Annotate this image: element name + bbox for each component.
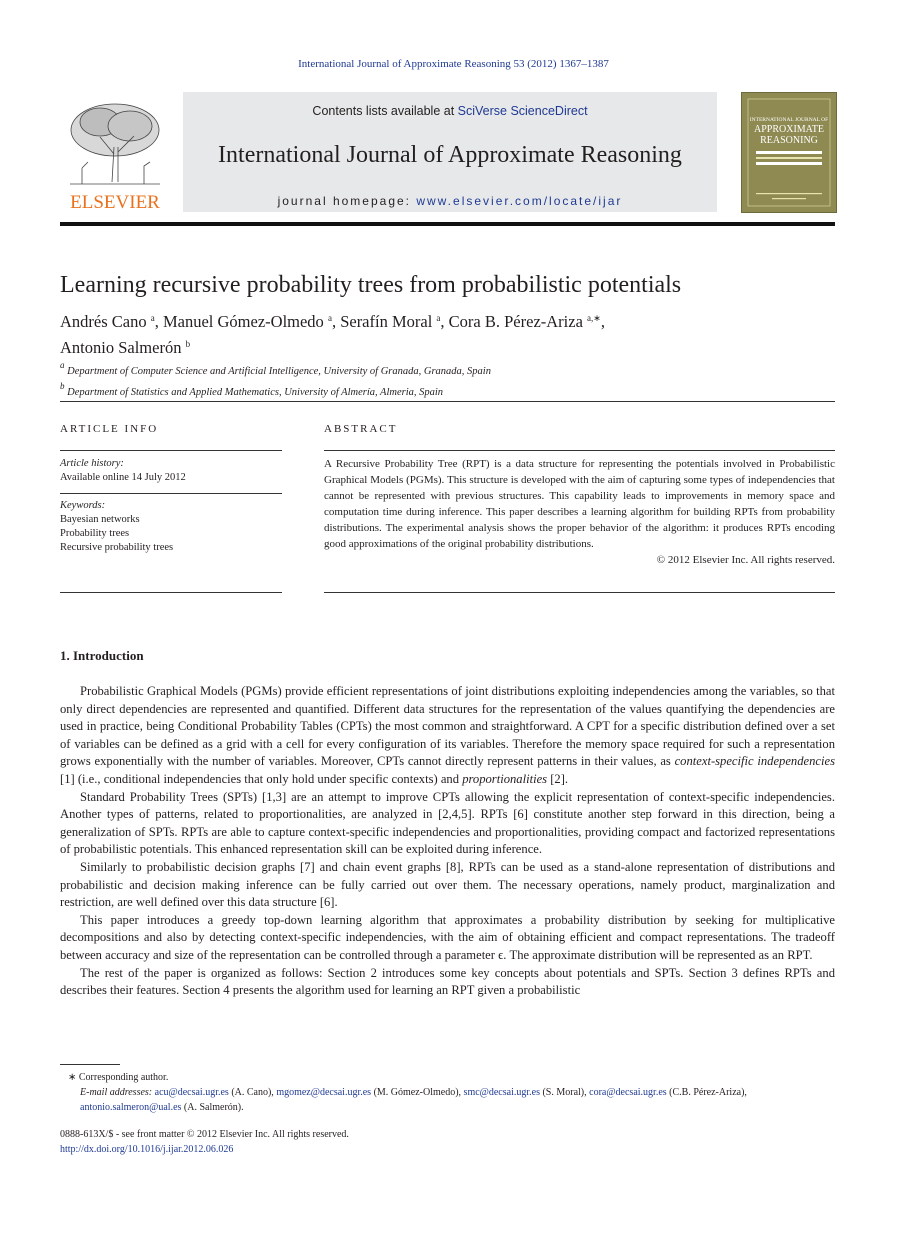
author-name: Manuel Gómez-Olmedo — [162, 312, 324, 331]
author-name: Antonio Salmerón — [60, 338, 182, 357]
divider — [324, 450, 835, 451]
homepage-line — [183, 194, 717, 208]
elsevier-wordmark: ELSEVIER — [70, 192, 160, 212]
journal-title: International Journal of Approximate Reasoning — [218, 142, 682, 168]
author-affil-mark: a,∗ — [587, 313, 601, 323]
email-link[interactable]: antonio.salmeron@ual.es — [80, 1102, 182, 1113]
contents-line — [183, 104, 717, 118]
paragraph: Probabilistic Graphical Models (PGMs) provide efficient representations of joint distributions exploiting independencies among the variables, so that only direct dependencies are represented and quantified. Different data structures for the representation of the values quantifying the dependencies are used in practice, being Conditional Probability Tables (CPTs) the most common and straightforward. A CPT for a specific distribution defined over a set of variables can be defined as a grid with a cell for every configuration of its variables. Therefore the memory space required for such a representation grows exponentially with the number of variables. Moreover, CPTs cannot directly represent patterns in their values, as context-specific independencies [1] (i.e., conditional independencies that only hold under specific contexts) and proportionalities [2]. — [60, 684, 835, 786]
article-info-heading: ARTICLE INFO — [60, 423, 159, 435]
author-name: Cora B. Pérez-Ariza — [448, 312, 583, 331]
footnotes — [60, 1070, 835, 1115]
cover-line-1: INTERNATIONAL JOURNAL OF — [749, 117, 829, 123]
keyword-item: Recursive probability trees — [60, 542, 174, 553]
homepage-link[interactable]: www.elsevier.com/locate/ijar — [416, 194, 623, 208]
elsevier-logo — [60, 92, 170, 212]
history-label: Article history: — [60, 458, 124, 469]
author-affil-mark: a — [436, 313, 441, 323]
front-matter — [60, 1127, 835, 1157]
divider — [324, 592, 835, 593]
divider — [60, 592, 282, 593]
section-heading: 1. Introduction — [60, 648, 144, 663]
cover-line-3: REASONING — [760, 135, 818, 146]
keyword-item: Bayesian networks — [60, 514, 140, 525]
journal-banner — [60, 92, 717, 212]
keywords-block — [60, 499, 282, 555]
email-link[interactable]: cora@decsai.ugr.es — [589, 1087, 667, 1098]
divider — [60, 450, 282, 451]
divider — [60, 493, 282, 494]
journal-header-box — [183, 92, 717, 212]
header-rule — [60, 222, 835, 226]
divider — [60, 401, 835, 402]
sciencedirect-link[interactable]: SciVerse ScienceDirect — [457, 104, 588, 118]
journal-cover-image — [741, 92, 837, 213]
abstract-copyright: © 2012 Elsevier Inc. All rights reserved. — [656, 554, 835, 566]
footnote-rule — [60, 1064, 120, 1065]
email-link[interactable]: acu@decsai.ugr.es — [154, 1087, 229, 1098]
keyword-item: Probability trees — [60, 528, 130, 539]
contents-prefix: Contents lists available at — [312, 104, 458, 118]
email-note: E-mail addresses: acu@decsai.ugr.es (A. Cano), mgomez@decsai.ugr.es (M. Gómez-Olmedo), smc@decsai.ugr.es (S. Moral), cora@decsai.ugr.es (C.B. Pérez-Ariza), antonio.salmeron@ual.es (A. Salmerón). — [80, 1087, 747, 1113]
section-body — [60, 683, 835, 1000]
author-affil-mark: a — [327, 313, 332, 323]
author-name: Andrés Cano — [60, 312, 147, 331]
abstract-block — [324, 456, 835, 568]
paragraph: Standard Probability Trees (SPTs) [1,3] are an attempt to improve CPTs allowing the explicit representation of context-specific independencies. Another types of patterns, related to proportionalities, are analyzed in [2,4,5]. RPTs [6] constitute another step forward in this direction, being a generalization of SPTs. RPTs are able to capture context-specific independencies and proportionalities, providing compact and factorized representations of probabilistic potentials. This enhanced representation skill can be exploited during inference. — [60, 789, 835, 857]
paragraph: The rest of the paper is organized as follows: Section 2 introduces some key concepts about potentials and SPTs. Section 3 defines RPTs and describes their features. Section 4 presents the algorithm used for learning an RPT given a probabilistic — [60, 965, 835, 998]
author-affil-mark: a — [150, 313, 155, 323]
affiliation-item: $^a$ Department of Computer Science and Artificial Intelligence, University of Granada, Granada, Spain — [60, 360, 491, 377]
issn-line: 0888-613X/$ - see front matter © 2012 Elsevier Inc. All rights reserved. — [60, 1129, 349, 1140]
doi-link[interactable]: http://dx.doi.org/10.1016/j.ijar.2012.06.026 — [60, 1144, 234, 1155]
affiliations — [60, 358, 491, 400]
paragraph: This paper introduces a greedy top-down learning algorithm that approximates a probability distribution by seeking for multiplicative decompositions and also by detecting context-specific independencies, with the aim of obtaining efficient and compact representations. The tradeoff between accuracy and size of the representation can be controlled through a parameter ϵ. The approximate distribution will be represented as an RPT. — [60, 912, 835, 962]
abstract-text: A Recursive Probability Tree (RPT) is a data structure for representing the potentials involved in Probabilistic Graphical Models (PGMs). This structure is developed with the aim of capturing some types of independencies that cannot be represented with previous structures. This capability leads to improvements in memory space and computation time during inference. This paper describes a learning algorithm for building RPTs from probability distributions. The experimental analysis shows the proper behavior of the algorithm: it produces RPTs encoding good approximations of the original probability distributions. — [324, 458, 835, 550]
author-affil-mark: b — [185, 339, 191, 349]
journal-citation[interactable]: International Journal of Approximate Reasoning 53 (2012) 1367–1387 — [298, 58, 609, 70]
email-link[interactable]: mgomez@decsai.ugr.es — [276, 1087, 372, 1098]
keywords-label: Keywords: — [60, 500, 106, 511]
article-history — [60, 457, 282, 485]
corresponding-note: ∗ Corresponding author. — [68, 1072, 169, 1083]
paragraph: Similarly to probabilistic decision graphs [7] and chain event graphs [8], RPTs can be used as a stand-alone representation of distributions and probabilistic and decision making inference can be fully carried out over them. The necessary operations, namely product, marginalization and restriction, are well defined over this data structure [6]. — [60, 859, 835, 910]
author-list: Andrés Cano $^a$, Manuel Gómez-Olmedo $^a$, Serafín Moral $^a$, Cora B. Pérez-Ariza $^{a,∗}$, Antonio Salmerón $^b$ — [60, 312, 605, 357]
elsevier-tree-icon — [60, 92, 170, 212]
affiliation-item: $^b$ Department of Statistics and Applied Mathematics, University of Almería, Almeria, Spain — [60, 381, 444, 398]
email-link[interactable]: smc@decsai.ugr.es — [463, 1087, 540, 1098]
homepage-prefix: journal homepage: — [277, 194, 417, 208]
cover-line-2: APPROXIMATE — [753, 124, 825, 135]
author-name: Serafín Moral — [340, 312, 433, 331]
abstract-heading: ABSTRACT — [324, 423, 398, 435]
history-value: Available online 14 July 2012 — [60, 472, 186, 483]
article-title: Learning recursive probability trees from probabilistic potentials — [60, 272, 682, 298]
